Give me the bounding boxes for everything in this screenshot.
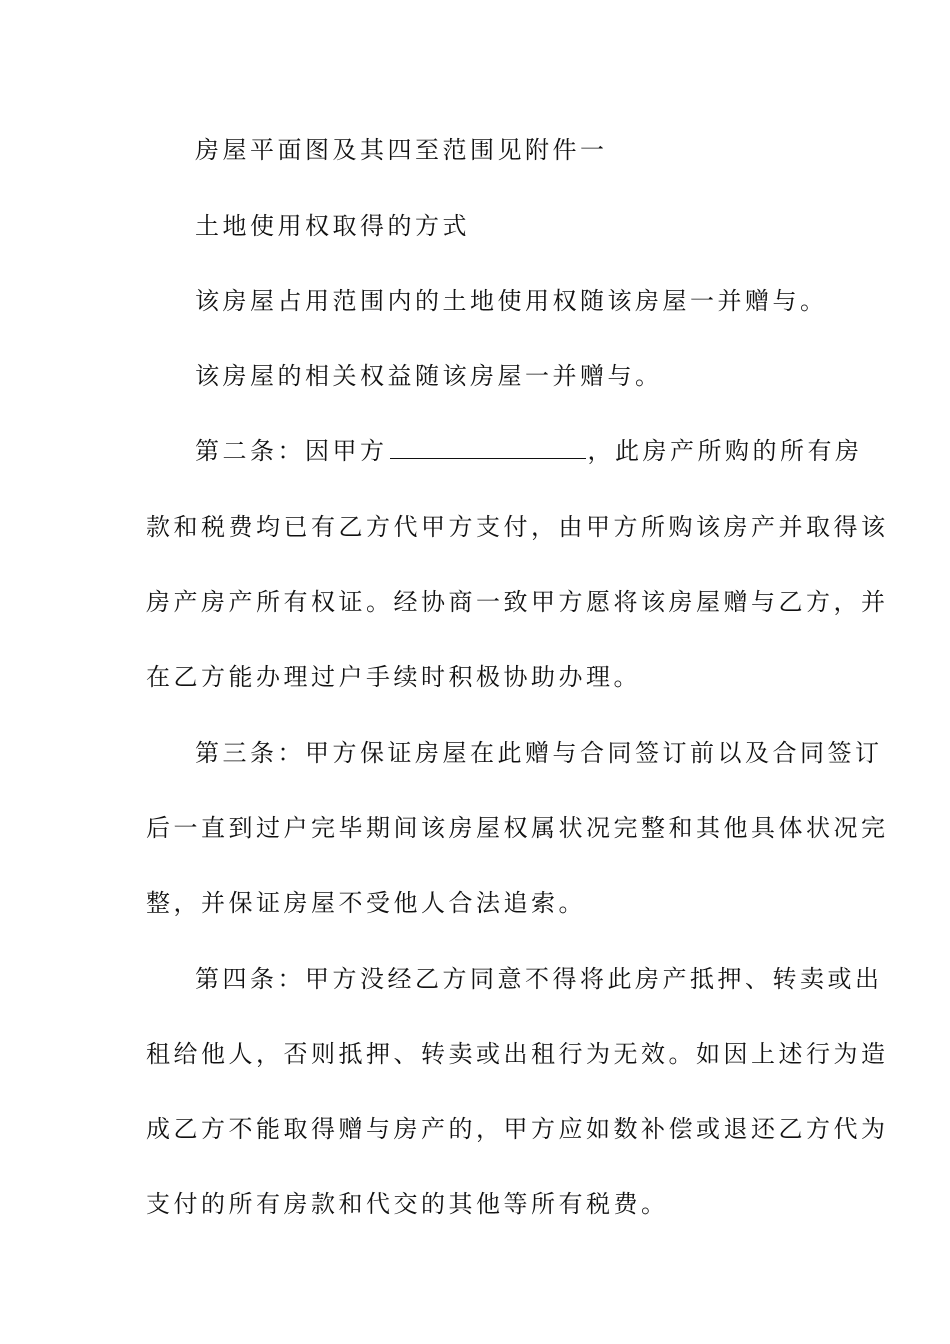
article-3-line-2: 后一直到过户完毕期间该房屋权属状况完整和其他具体状况完 [146,814,889,842]
article-2-line-2: 款和税费均已有乙方代甲方支付，由甲方所购该房产并取得该 [146,513,889,541]
article-4-line-2: 租给他人，否则抵押、转卖或出租行为无效。如因上述行为造 [146,1040,889,1068]
heading-land-use-right: 土地使用权取得的方式 [195,212,470,240]
article-2-line-3: 房产房产所有权证。经协商一致甲方愿将该房屋赠与乙方，并 [146,588,889,616]
article-3-line-1: 第三条：甲方保证房屋在此赠与合同签订前以及合同签订 [195,739,883,767]
article-2-blank-field[interactable] [390,436,586,459]
paragraph-floor-plan: 房屋平面图及其四至范围见附件一 [195,136,608,164]
article-2-suffix: ，此房产所购的所有房 [587,437,863,465]
paragraph-related-rights: 该房屋的相关权益随该房屋一并赠与。 [195,362,663,390]
article-2-first-line [195,434,863,468]
article-2-prefix: 第二条：因甲方 [195,437,388,465]
article-4-line-3: 成乙方不能取得赠与房产的，甲方应如数补偿或退还乙方代为 [146,1115,889,1143]
article-3-line-3: 整，并保证房屋不受他人合法追索。 [146,889,586,917]
article-4-line-1: 第四条：甲方没经乙方同意不得将此房产抵押、转卖或出 [195,965,883,993]
article-4-line-4: 支付的所有房款和代交的其他等所有税费。 [146,1190,669,1218]
paragraph-land-use-gift: 该房屋占用范围内的土地使用权随该房屋一并赠与。 [195,287,828,315]
article-2-line-4: 在乙方能办理过户手续时积极协助办理。 [146,663,641,691]
